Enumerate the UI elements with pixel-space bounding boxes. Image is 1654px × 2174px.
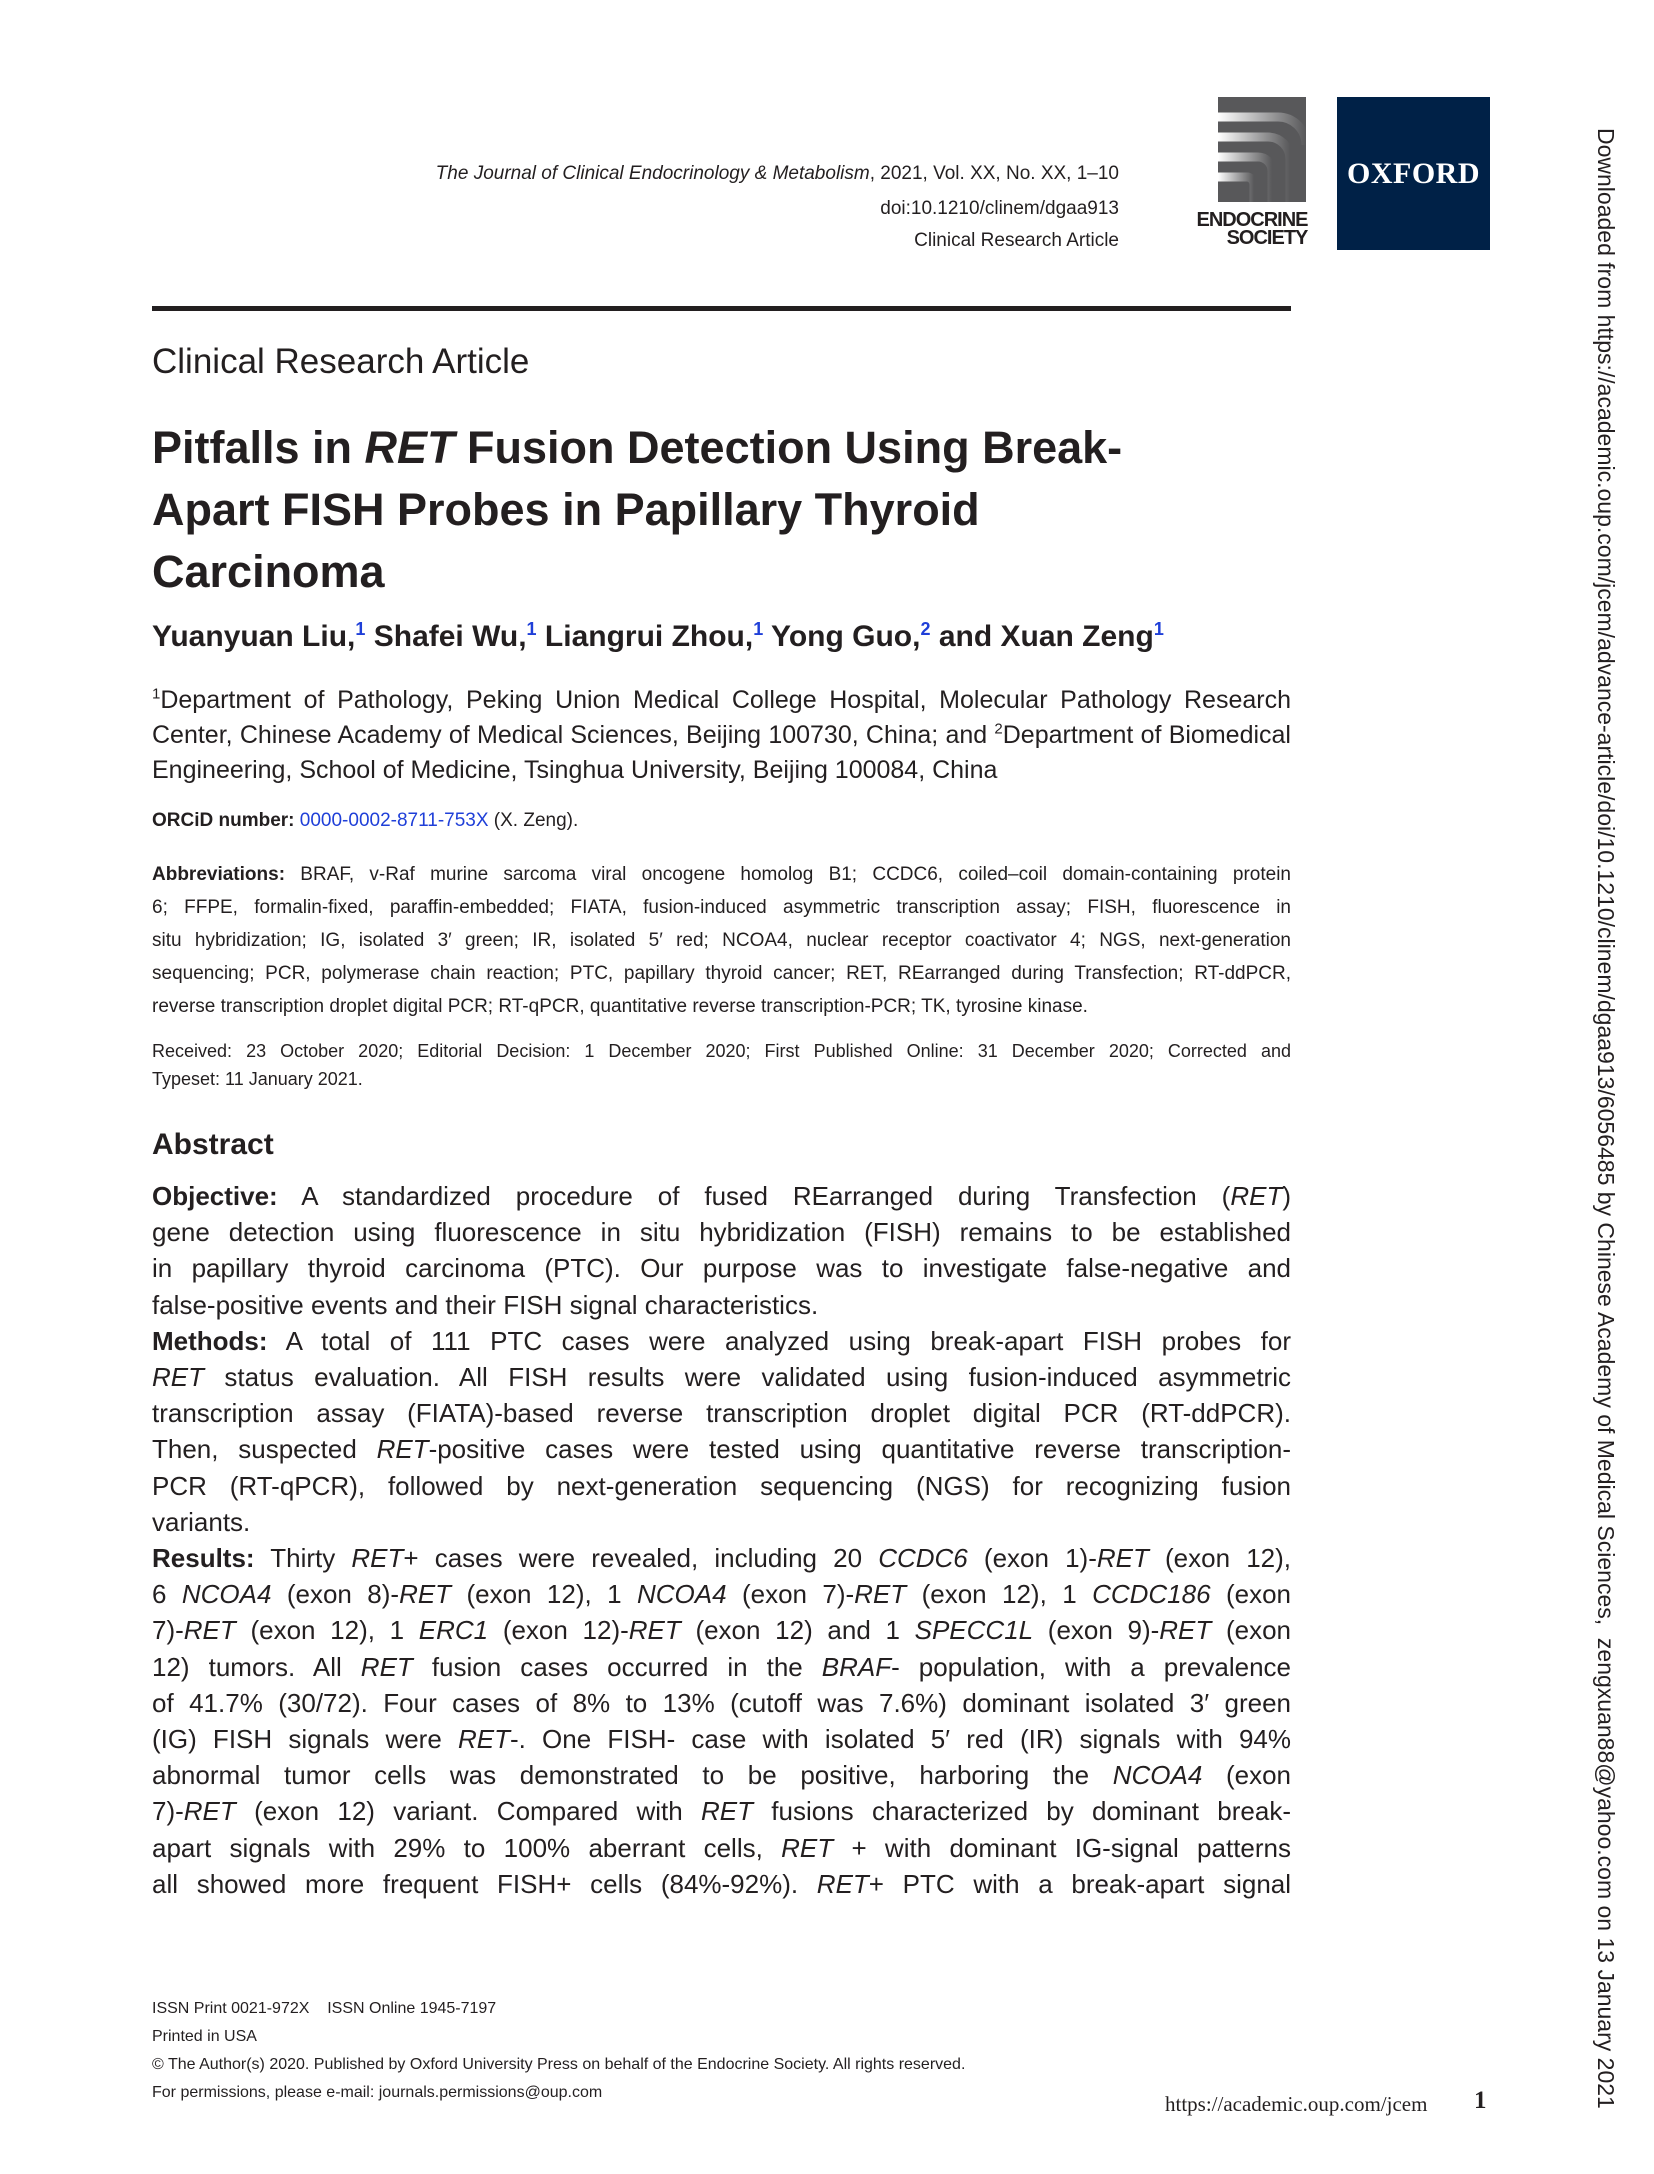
abstract-line <box>152 1504 1291 1540</box>
abstract-text: apart signals with 29% to 100% aberrant cells, <box>152 1832 782 1863</box>
abstract-text: (exon 8)- <box>271 1579 400 1610</box>
article-title: Pitfalls in RET Fusion Detection Using Break- Apart FISH Probes in Papillary Thyroid Carcinoma <box>152 422 1123 597</box>
abstract-text: -positive cases were tested using quantitative reverse transcription- <box>428 1434 1291 1465</box>
abstract-text: status evaluation. All FISH results were validated using fusion-induced asymmetric <box>204 1362 1291 1393</box>
gene-name: SPECC1L <box>914 1615 1034 1646</box>
abstract-section-label: Methods: <box>152 1325 268 1356</box>
gene-name: CCDC186 <box>1092 1579 1211 1610</box>
abstract-text: ) <box>1282 1181 1291 1211</box>
abstract-text: of 41.7% (30/72). Four cases of 8% to 13% (cutoff was 7.6%) dominant isolated 3′ green <box>152 1687 1291 1718</box>
abstract-body <box>152 1178 1291 1902</box>
publication-history: Received: 23 October 2020; Editorial Decision: 1 December 2020; First Published Online: 31 December 2020; Corrected and Typeset: 11 January 2021. <box>152 1041 1291 1089</box>
abstract-text: (exon <box>1211 1615 1291 1646</box>
abstract-text: false-positive events and their FISH signal characteristics. <box>152 1289 819 1320</box>
abstract-section-label: Results: <box>152 1543 255 1574</box>
abstract-line <box>152 1576 1291 1612</box>
abstract-line <box>152 1178 1291 1214</box>
author: Yong Guo,$^2$ <box>771 619 931 653</box>
gene-name: CCDC6 <box>878 1543 968 1574</box>
orcid-line: ORCiD number: 0000-0002-8711-753X (X. Zeng). <box>152 810 579 831</box>
abstract-text: (exon 7)- <box>726 1579 855 1610</box>
abstract-line <box>152 1793 1291 1829</box>
author: Shafei Wu,$^1$ <box>373 619 537 653</box>
printed-in: Printed in USA <box>152 2028 257 2045</box>
gene-name: RET <box>628 1615 681 1646</box>
abstract-text: A total of 111 PTC cases were analyzed using break-apart FISH probes for <box>267 1325 1291 1356</box>
gene-name: RET <box>183 1615 236 1646</box>
gene-name: RET <box>701 1796 753 1827</box>
abstract-text: (exon 12) variant. Compared with <box>235 1796 701 1827</box>
abstract-line <box>152 1250 1291 1286</box>
abstract-text: (exon 12)- <box>488 1615 629 1646</box>
journal-url[interactable]: https://academic.oup.com/jcem <box>1165 2092 1428 2116</box>
abstract-text: transcription assay (FIATA)-based reverse transcription droplet digital PCR (RT-ddPCR). <box>152 1398 1291 1429</box>
journal-citation <box>219 160 1119 187</box>
abstract-text: (exon 12), 1 <box>451 1579 637 1610</box>
abstract-text: A standardized procedure of fused REarranged during Transfection ( <box>277 1181 1231 1211</box>
permissions: For permissions, please e-mail: journals.permissions@oup.com <box>152 2084 603 2101</box>
abstract-line <box>152 1468 1291 1504</box>
gene-name: NCOA4 <box>1112 1760 1203 1791</box>
abstract-text: (exon <box>1202 1760 1291 1791</box>
abbreviations-label: Abbreviations: <box>152 864 286 885</box>
article-section-label: Clinical Research Article <box>152 342 530 381</box>
gene-name: RET <box>854 1579 907 1610</box>
affiliations: $^1$Department of Pathology, Peking Union Medical College Hospital, Molecular Pathology Research Center, Chinese Academy of Medical Sciences, Beijing 100730, China; and $^2$Department of Biomedical Engineering, School of Medicine, Tsinghua University, Beijing 100084, China <box>152 685 1291 784</box>
gene-name: RET <box>376 1434 429 1465</box>
abstract-text: -. One FISH- case with isolated 5′ red (IR) signals with 94% <box>509 1724 1292 1755</box>
gene-name: RET <box>360 1651 413 1682</box>
gene-name: RET <box>457 1724 510 1755</box>
abstract-text: 7)- <box>152 1615 184 1646</box>
abstract-line <box>152 1866 1291 1902</box>
abstract-text: (exon 12), <box>1148 1543 1291 1574</box>
abstract-text: + with dominant IG-signal patterns <box>833 1832 1292 1863</box>
gene-name: RET <box>1230 1181 1283 1211</box>
gene-name: RET <box>1159 1615 1212 1646</box>
abstract-text: (exon 1)- <box>967 1543 1097 1574</box>
endocrine-society-logo <box>1190 97 1314 252</box>
abstract-text: all showed more frequent FISH+ cells (84%-92%). <box>152 1868 817 1899</box>
abstract-text: 7)- <box>152 1796 184 1827</box>
abstract-text: in papillary thyroid carcinoma (PTC). Our purpose was to investigate false-negative and <box>152 1253 1291 1284</box>
endocrine-society-emblem-icon <box>1218 97 1306 202</box>
abstract-text: gene detection using fluorescence in situ hybridization (FISH) remains to be established <box>152 1217 1291 1248</box>
author: Yuanyuan Liu,$^1$ <box>152 619 366 653</box>
abstract-text: + cases were revealed, including 20 <box>403 1543 879 1574</box>
gene-name: NCOA4 <box>636 1579 727 1610</box>
abbreviations: Abbreviations: BRAF, v-Raf murine sarcoma viral oncogene homolog B1; CCDC6, coiled–coil domain-containing protein 6; FFPE, formalin-fixed, paraffin-embedded; FIATA, fusion-induced asymmetric transcription assay; FISH, fluorescence in situ hybridization; IG, isolated 3′ green; IR, isolated 5′ red; NCOA4, nuclear receptor coactivator 4; NGS, next-generation sequencing; PCR, polymerase chain reaction; PTC, papillary thyroid cancer; RET, REarranged during Transfection; RT-ddPCR, reverse transcription droplet digital PCR; RT-qPCR, quantitative reverse transcription-PCR; TK, tyrosine kinase. <box>152 864 1291 1017</box>
page-number: 1 <box>1474 2087 1487 2114</box>
abstract-text: PCR (RT-qPCR), followed by next-generation sequencing (NGS) for recognizing fusion <box>152 1470 1291 1501</box>
gene-name: RET <box>351 1543 404 1574</box>
author: and Xuan Zeng$^1$ <box>938 619 1164 653</box>
abstract-line <box>152 1431 1291 1467</box>
abstract-text: (exon 9)- <box>1033 1615 1160 1646</box>
abstract-text: Thirty <box>254 1543 352 1574</box>
abstract-line <box>152 1612 1291 1648</box>
abstract-section-label: Objective: <box>152 1181 278 1211</box>
header-rule <box>152 306 1291 311</box>
abstract-line <box>152 1685 1291 1721</box>
abstract-line <box>152 1287 1291 1323</box>
abstract-line <box>152 1323 1291 1359</box>
gene-name: RET <box>816 1868 869 1899</box>
abstract-line <box>152 1649 1291 1685</box>
abstract-text: variants. <box>152 1506 251 1537</box>
journal-name: The Journal of Clinical Endocrinology & Metabolism <box>435 163 870 184</box>
copyright: © The Author(s) 2020. Published by Oxford University Press on behalf of the Endocrine Society. All rights reserved. <box>152 2056 966 2073</box>
gene-name: NCOA4 <box>181 1579 272 1610</box>
abstract-line <box>152 1830 1291 1866</box>
gene-name: ERC1 <box>418 1615 489 1646</box>
abstract-line <box>152 1395 1291 1431</box>
abstract-text: (exon 12), 1 <box>235 1615 419 1646</box>
article-type-header: Clinical Research Article <box>914 230 1119 251</box>
orcid-link[interactable]: 0000-0002-8711-753X <box>299 810 489 831</box>
gene-name: BRAF <box>821 1651 892 1682</box>
abstract-text: Then, suspected <box>152 1434 377 1465</box>
page-footer <box>152 1995 1052 2107</box>
abstract-text: 6 <box>152 1579 182 1610</box>
abstract-line <box>152 1721 1291 1757</box>
gene-name: RET <box>1096 1543 1149 1574</box>
abstract-text: (exon 12), 1 <box>906 1579 1093 1610</box>
author: Liangrui Zhou,$^1$ <box>544 619 764 653</box>
abstract-text: (exon 12) and 1 <box>680 1615 915 1646</box>
endocrine-society-wordmark: ENDOCRINE SOCIETY <box>1196 209 1308 249</box>
issn: ISSN Print 0021-972X ISSN Online 1945-7197 <box>152 2000 497 2017</box>
gene-name: RET <box>781 1832 834 1863</box>
orcid-label: ORCiD number: <box>152 810 295 831</box>
abstract-text: fusions characterized by dominant break- <box>753 1796 1291 1827</box>
abstract-line <box>152 1757 1291 1793</box>
abstract-line <box>152 1540 1291 1576</box>
gene-name: RET <box>152 1362 204 1393</box>
abstract-line <box>152 1359 1291 1395</box>
abstract-line <box>152 1214 1291 1250</box>
abstract-text: abnormal tumor cells was demonstrated to be positive, harboring the <box>152 1760 1113 1791</box>
abstract-text: - population, with a prevalence <box>891 1651 1291 1682</box>
doi: doi:10.1210/clinem/dgaa913 <box>880 198 1119 219</box>
gene-name: RET <box>183 1796 236 1827</box>
author-list <box>152 620 1352 654</box>
abstract-text: 12) tumors. All <box>152 1651 361 1682</box>
abstract-text: + PTC with a break-apart signal <box>868 1868 1292 1899</box>
abstract-heading: Abstract <box>152 1128 274 1161</box>
abstract-text: fusion cases occurred in the <box>412 1651 822 1682</box>
abstract-text: (exon <box>1210 1579 1292 1610</box>
oxford-logo: OXFORD <box>1337 97 1490 250</box>
gene-name: RET <box>399 1579 452 1610</box>
download-watermark: Downloaded from https://academic.oup.com/jcem/advance-article/doi/10.1210/clinem/dgaa913/6056485 by Chinese Academy of Medical Sciences, zengxuan88@yahoo.com on 13 January 2021 <box>1593 128 1619 2109</box>
abstract-text: (IG) FISH signals were <box>152 1724 458 1755</box>
citation-details: , 2021, Vol. XX, No. XX, 1–10 <box>869 163 1119 184</box>
